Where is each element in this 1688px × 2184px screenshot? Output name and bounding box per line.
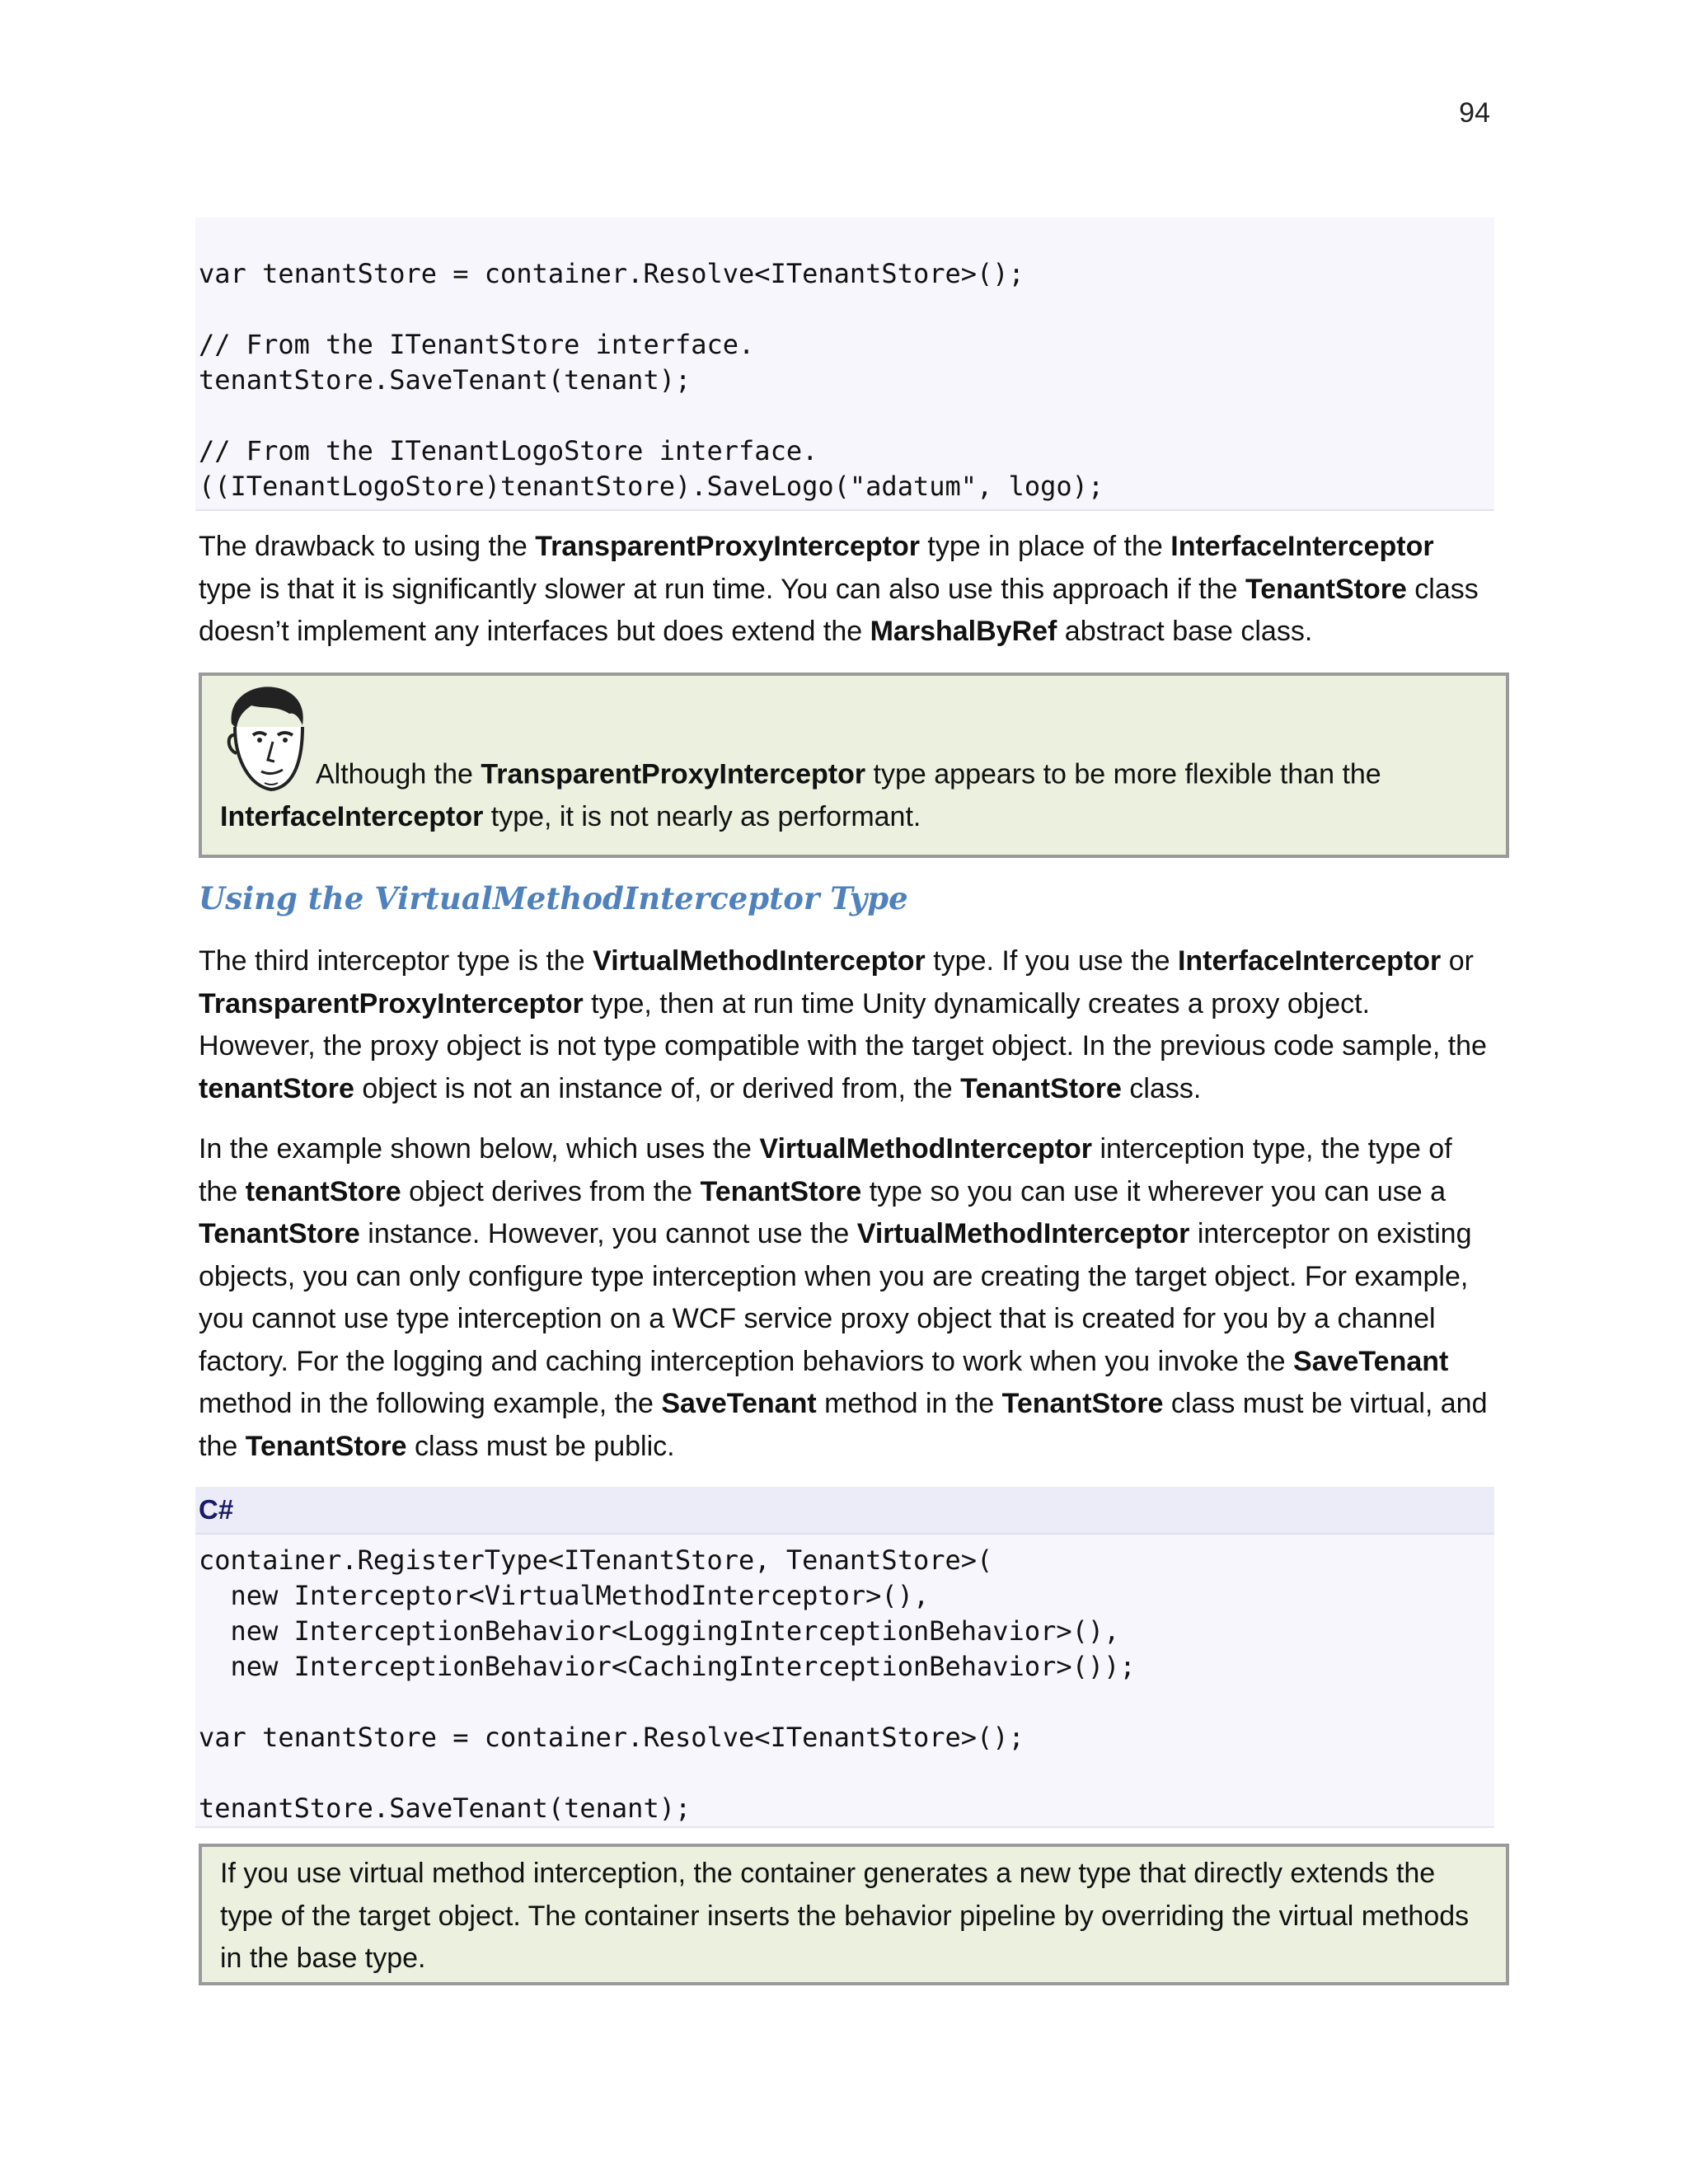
code-block-2 [195,1487,1494,1828]
paragraph-virtual-method-example: In the example shown below, which uses the VirtualMethodInterceptor interception type, the type of the tenantStore object derives from the TenantStore type so you can use it wherever you can use a TenantStore instance. However, you cannot use the VirtualMethodInterceptor interceptor on existing objects, you can only configure type interception when you are creating the target object. For example, you cannot use type interception on a WCF service proxy object that is created for you by a channel factory. For the logging and caching interception behaviors to work when you invoke the SaveTenant method in the following example, the SaveTenant method in the TenantStore class must be virtual, and the TenantStore class must be public. [199,1133,1488,1462]
paragraph-transparent-proxy-drawback: The drawback to using the TransparentProxyInterceptor type in place of the InterfaceInterceptor type is that it is significantly slower at run time. You can also use this approach if the TenantStore class doesn’t implement any interfaces but does extend the MarshalByRef abstract base class. [199,531,1479,647]
code-line [199,292,1494,327]
code-block-1 [195,218,1494,511]
code-line: // From the ITenantLogoStore interface. [199,435,818,466]
code-line: ((ITenantLogoStore)tenantStore).SaveLogo("adatum", logo); [199,471,1104,502]
code-line: new InterceptionBehavior<CachingInterceptionBehavior>()); [199,1651,1136,1682]
code-language-label: C# [195,1487,1494,1535]
code-line: tenantStore.SaveTenant(tenant); [199,364,692,396]
code-line [199,1755,1494,1791]
code-line: container.RegisterType<ITenantStore, TenantStore>( [199,1544,993,1576]
code-line: new InterceptionBehavior<LoggingInterceptionBehavior>(), [199,1615,1120,1647]
code-lines [195,256,1494,504]
code-lines [195,1535,1494,1826]
page-number: 94 [1459,97,1490,129]
note-text: If you use virtual method interception, the container generates a new type that directly extends the type of the target object. The container inserts the behavior pipeline by overriding the virtual methods in the base type. [220,1858,1470,1974]
paragraph-third-interceptor: The third interceptor type is the VirtualMethodInterceptor type. If you use the InterfaceInterceptor or TransparentProxyInterceptor type, then at run time Unity dynamically creates a proxy object. However, the proxy object is not type compatible with the target object. In the previous code sample, the tenantStore object is not an instance of, or derived from, the TenantStore class. [199,945,1487,1104]
note-box-virtual-interception [199,1844,1509,1985]
face-icon [220,681,312,796]
code-line: tenantStore.SaveTenant(tenant); [199,1793,692,1824]
code-line: // From the ITenantStore interface. [199,329,755,360]
code-line: new Interceptor<VirtualMethodInterceptor>(), [199,1580,930,1611]
note-box-performance: Although the TransparentProxyInterceptor type appears to be more flexible than the InterfaceInterceptor type, it is not nearly as performant. [199,673,1509,858]
code-line: var tenantStore = container.Resolve<ITenantStore>(); [199,1722,1025,1753]
code-line: var tenantStore = container.Resolve<ITenantStore>(); [199,258,1025,289]
section-heading: Using the VirtualMethodInterceptor Type [199,880,908,916]
code-line [199,398,1494,434]
code-line [199,1685,1494,1720]
